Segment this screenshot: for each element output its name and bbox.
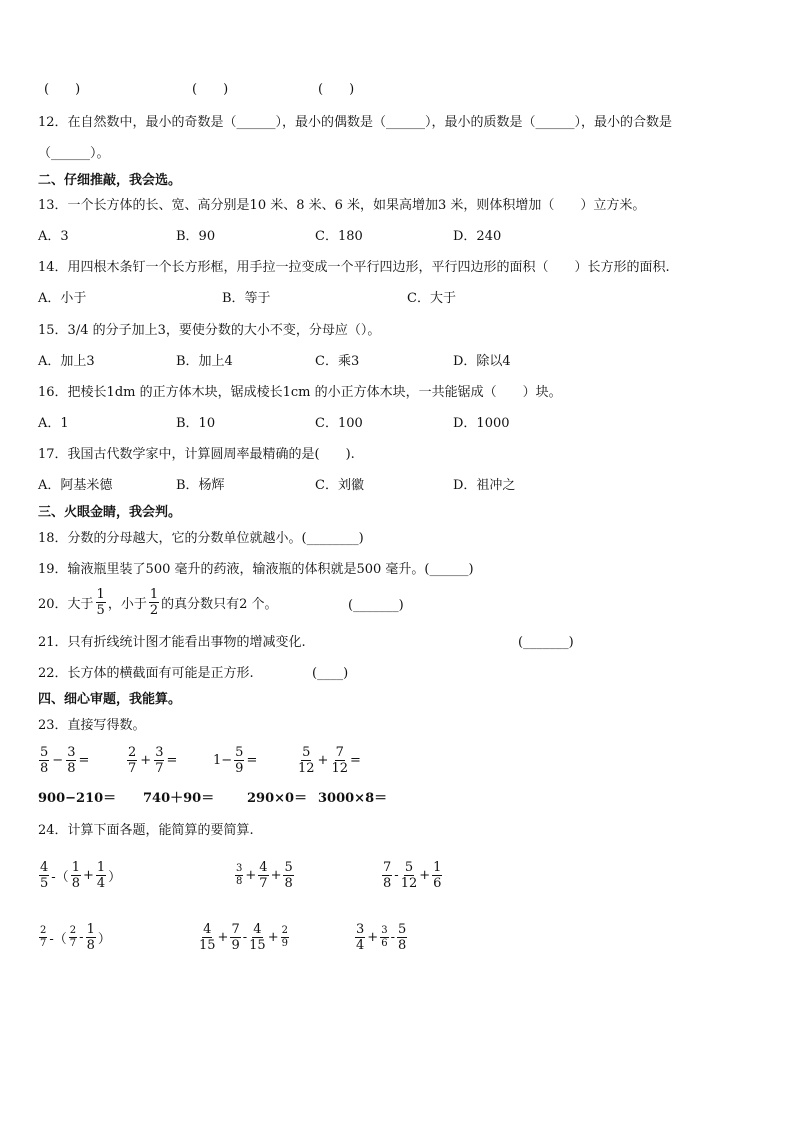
fraction [96,587,106,618]
answer-paren: ( ) [318,82,355,97]
operator: - [394,868,399,883]
operator: + [267,930,279,945]
denominator: 9 [231,938,240,953]
denominator: 6 [381,938,388,949]
operator: - [79,930,84,945]
numerator: 5 [235,745,244,760]
numerator: 1 [433,860,442,875]
numerator: 4 [259,860,268,875]
operator: -（ [51,870,69,885]
option-c: C．乘3 [315,354,360,369]
q20-text: 20．大于 [38,597,94,612]
operator: + [82,868,94,883]
fraction [397,922,407,953]
fraction [258,860,268,891]
section-heading: 三、火眼金睛，我会判。 [38,505,182,520]
fraction [154,745,164,776]
option-b: B．加上4 [176,354,233,369]
numerator: 1 [96,860,106,875]
numerator: 3 [381,925,388,936]
option-a: A．3 [38,229,69,244]
denominator: 12 [298,761,315,776]
calc-expression [198,922,290,953]
numerator: 3 [155,745,164,760]
answer-blank: (____) [312,666,349,681]
calc-expression: 3000×8＝ [318,791,388,806]
denominator: 5 [40,876,49,891]
option-c: C．大于 [407,291,456,306]
q20-text: 的真分数只有2 个。 [161,597,278,612]
fraction [96,860,106,891]
operator: + [217,930,229,945]
answer-blank: (_______) [518,635,574,650]
operator: + [140,753,152,768]
fraction [298,745,315,776]
option-d: D．240 [453,229,502,244]
operator: − [52,753,64,768]
question-20 [38,587,278,618]
fraction [69,925,77,950]
fraction [355,922,365,953]
operator: + [317,753,329,768]
fraction [249,922,266,953]
equals: = [78,753,90,768]
numerator: 2 [69,925,77,936]
denominator: 7 [155,761,164,776]
denominator: 7 [128,761,137,776]
calc-expression: 900−210＝ [38,791,117,806]
denominator: 8 [383,876,392,891]
fraction [127,745,137,776]
denominator: 7 [40,938,47,949]
numerator: 5 [404,860,414,875]
denominator: 9 [235,761,244,776]
denominator: 8 [86,938,95,953]
operator: + [419,868,431,883]
fraction [149,587,159,618]
numerator: 7 [383,860,392,875]
denominator: 6 [433,876,442,891]
question-16: 16．把棱长1dm 的正方体木块，锯成棱长1cm 的小正方体木块，一共能锯成（ ）块。 [38,385,562,400]
fraction [380,925,388,950]
numerator: 4 [253,922,262,937]
calc-expression [234,860,295,891]
denominator: 8 [284,876,293,891]
option-a: A．阿基米德 [38,478,113,493]
denominator: 2 [149,603,159,618]
fraction [234,745,244,776]
calc-expression: 740＋90＝ [143,791,215,806]
option-d: D．1000 [453,416,510,431]
denominator: 8 [236,876,243,887]
numerator: 2 [128,745,137,760]
option-c: C．100 [315,416,363,431]
numerator: 1 [71,860,80,875]
option-a: A．小于 [38,291,87,306]
answer-paren: ( ) [192,82,229,97]
question-15: 15．3/4 的分子加上3，要使分数的大小不变，分母应（）。 [38,323,381,338]
calc-expression [38,745,89,776]
question-12: 12．在自然数中，最小的奇数是（______），最小的偶数是（______），最小的质数是（______），最小的合数是 [38,115,673,130]
question-19: 19．输液瓶里装了500 毫升的药液，输液瓶的体积就是500 毫升。(______) [38,562,474,577]
numerator: 1 [86,922,95,937]
numerator: 1 [149,587,159,602]
fraction [39,860,49,891]
calc-expression [354,922,408,953]
numerator: 3 [236,863,243,874]
denominator: 12 [400,876,418,891]
numerator: 3 [356,922,365,937]
denominator: 4 [356,938,365,953]
calc-expression: 290×0＝ [247,791,308,806]
fraction [66,745,76,776]
fraction [283,860,293,891]
operand: 1− [213,753,233,768]
fraction [230,922,240,953]
denominator: 7 [259,876,268,891]
operator: - [390,930,395,945]
denominator: 7 [69,938,77,949]
numerator: 1 [96,587,105,602]
operator: ） [108,870,122,885]
denominator: 9 [281,938,288,949]
calc-expression [213,745,257,776]
question-13: 13．一个长方体的长、宽、高分别是10 米、8 米、6 米，如果高增加3 米，则体积增加（ ）立方米。 [38,198,646,213]
operator: + [270,868,282,883]
option-d: D．祖冲之 [453,478,516,493]
answer-paren: ( ) [44,82,81,97]
denominator: 12 [331,761,348,776]
denominator: 8 [397,938,407,953]
fraction [401,860,418,891]
question-14: 14．用四根木条钉一个长方形框，用手拉一拉变成一个平行四边形，平行四边形的面积（ ）长方形的面积. [38,260,670,275]
numerator: 5 [284,860,293,875]
question-23: 23．直接写得数。 [38,718,146,733]
section-heading: 二、仔细推敲，我会选。 [38,173,182,188]
denominator: 5 [96,603,105,618]
option-b: B．90 [176,229,216,244]
denominator: 8 [71,876,80,891]
question-17: 17．我国古代数学家中，计算圆周率最精确的是( ). [38,447,355,462]
denominator: 15 [199,938,216,953]
section-heading: 四、细心审题，我能算。 [38,692,182,707]
fraction [199,922,216,953]
option-b: B．杨辉 [176,478,225,493]
numerator: 5 [397,922,407,937]
numerator: 4 [40,860,49,875]
question-24: 24．计算下面各题，能简算的要简算. [38,823,254,838]
option-a: A．加上3 [38,354,95,369]
calc-expression [38,922,111,953]
calc-expression [38,860,121,891]
q20-text: ，小于 [107,597,147,612]
numerator: 5 [302,745,311,760]
calc-expression [297,745,361,776]
question-22: 22．长方体的横截面有可能是正方形. [38,666,254,681]
calc-expression [126,745,177,776]
operator: -（ [49,932,67,947]
numerator: 4 [203,922,212,937]
denominator: 15 [249,938,266,953]
fraction [86,922,96,953]
option-a: A．1 [38,416,69,431]
fraction [432,860,442,891]
option-d: D．除以4 [453,354,511,369]
denominator: 8 [67,761,76,776]
equals: = [166,753,178,768]
operator: ） [97,932,111,947]
numerator: 7 [335,745,344,760]
denominator: 8 [40,761,49,776]
option-b: B．10 [176,416,216,431]
denominator: 4 [96,876,106,891]
fraction [39,745,49,776]
option-b: B．等于 [222,291,271,306]
fraction [235,863,243,888]
option-c: C．180 [315,229,363,244]
numerator: 2 [281,925,288,936]
operator: + [367,930,379,945]
numerator: 7 [231,922,240,937]
fraction [382,860,392,891]
equals: = [246,753,258,768]
numerator: 2 [40,925,47,936]
question-21: 21．只有折线统计图才能看出事物的增减变化. [38,635,306,650]
fraction [331,745,348,776]
fraction [39,925,47,950]
fraction [71,860,81,891]
numerator: 5 [40,745,49,760]
operator: - [242,930,248,945]
fraction [281,925,289,950]
equals: = [350,753,361,768]
operator: + [245,868,257,883]
numerator: 3 [67,745,76,760]
question-18: 18．分数的分母越大，它的分数单位就越小。(________) [38,531,364,546]
calc-expression [381,860,443,891]
answer-blank: (_______) [348,598,404,613]
option-c: C．刘徽 [315,478,364,493]
question-12-cont: （______）。 [38,146,110,161]
